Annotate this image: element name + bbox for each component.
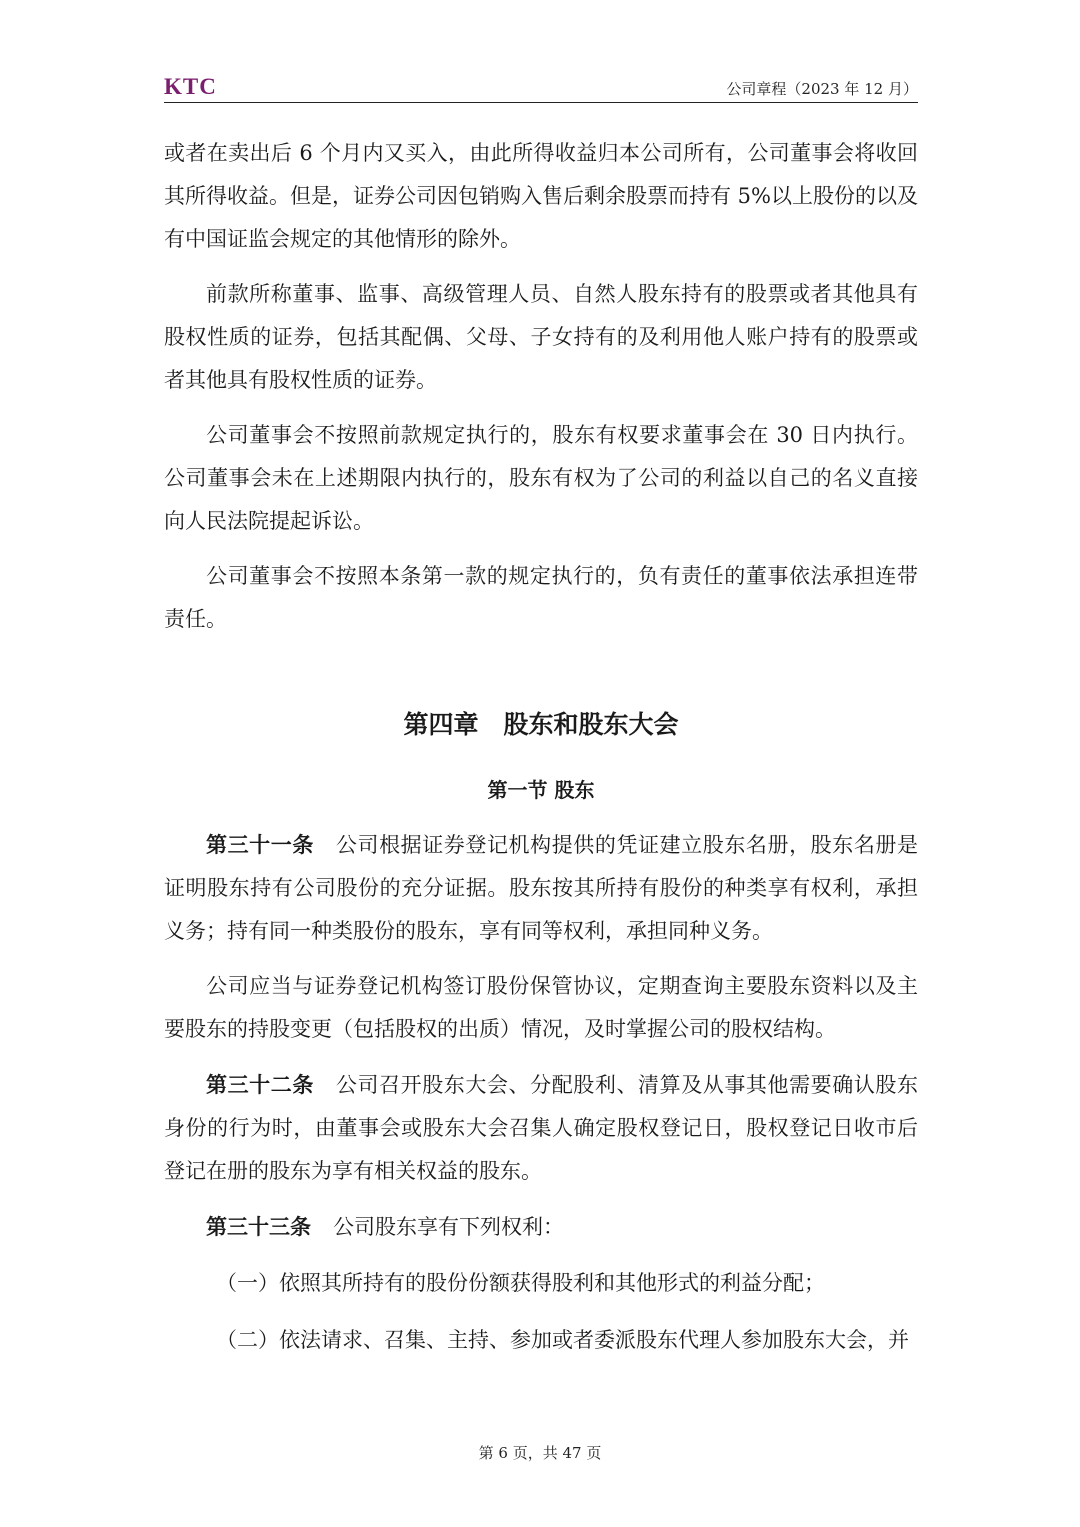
company-logo: KTC: [164, 74, 217, 99]
paragraph: 公司应当与证券登记机构签订股份保管协议，定期查询主要股东资料以及主要股东的持股变更（包括股权的出质）情况，及时掌握公司的股权结构。: [164, 974, 918, 1041]
paragraph: 公司董事会不按照前款规定执行的，股东有权要求董事会在 30 日内执行。公司董事会未在上述期限内执行的，股东有权为了公司的利益以自己的名义直接向人民法院提起诉讼。: [164, 423, 918, 533]
paragraph: 公司董事会不按照本条第一款的规定执行的，负有责任的董事依法承担连带责任。: [164, 564, 918, 631]
article-label: 第三十二条: [206, 1072, 314, 1097]
article-33: [164, 1205, 918, 1249]
article-31: [164, 823, 918, 953]
paragraph: 前款所称董事、监事、高级管理人员、自然人股东持有的股票或者其他具有股权性质的证券，包括其配偶、父母、子女持有的及利用他人账户持有的股票或者其他具有股权性质的证券。: [164, 282, 918, 392]
article-32: [164, 1063, 918, 1193]
document-reference: 公司章程（2023 年 12 月）: [726, 80, 918, 98]
page-header: [164, 74, 918, 103]
article-text: 公司股东享有下列权利：: [333, 1215, 564, 1239]
article-text: 公司根据证券登记机构提供的凭证建立股东名册，股东名册是证明股东持有公司股份的充分证据。股东按其所持有股份的种类享有权利，承担义务；持有同一种类股份的股东，享有同等权利，承担同种义务。: [164, 833, 919, 943]
section-title: 第一节 股东: [487, 778, 595, 802]
article-label: 第三十三条: [206, 1214, 311, 1239]
list-item: （二）依法请求、召集、主持、参加或者委派股东代理人参加股东大会，并: [216, 1328, 909, 1352]
article-label: 第三十一条: [206, 832, 314, 857]
paragraph-continued: 或者在卖出后 6 个月内又买入，由此所得收益归本公司所有，公司董事会将收回其所得收益。但是，证券公司因包销购入售后剩余股票而持有 5%以上股份的以及有中国证监会规定的其他情形的除外。: [164, 141, 918, 251]
page-footer: 第 6 页，共 47 页: [478, 1444, 602, 1462]
article-text: 公司召开股东大会、分配股利、清算及从事其他需要确认股东身份的行为时，由董事会或股东大会召集人确定股权登记日，股权登记日收市后登记在册的股东为享有相关权益的股东。: [164, 1073, 919, 1183]
chapter-title: 第四章 股东和股东大会: [403, 710, 679, 739]
list-item: （一）依照其所持有的股份份额获得股利和其他形式的利益分配；: [216, 1271, 825, 1295]
